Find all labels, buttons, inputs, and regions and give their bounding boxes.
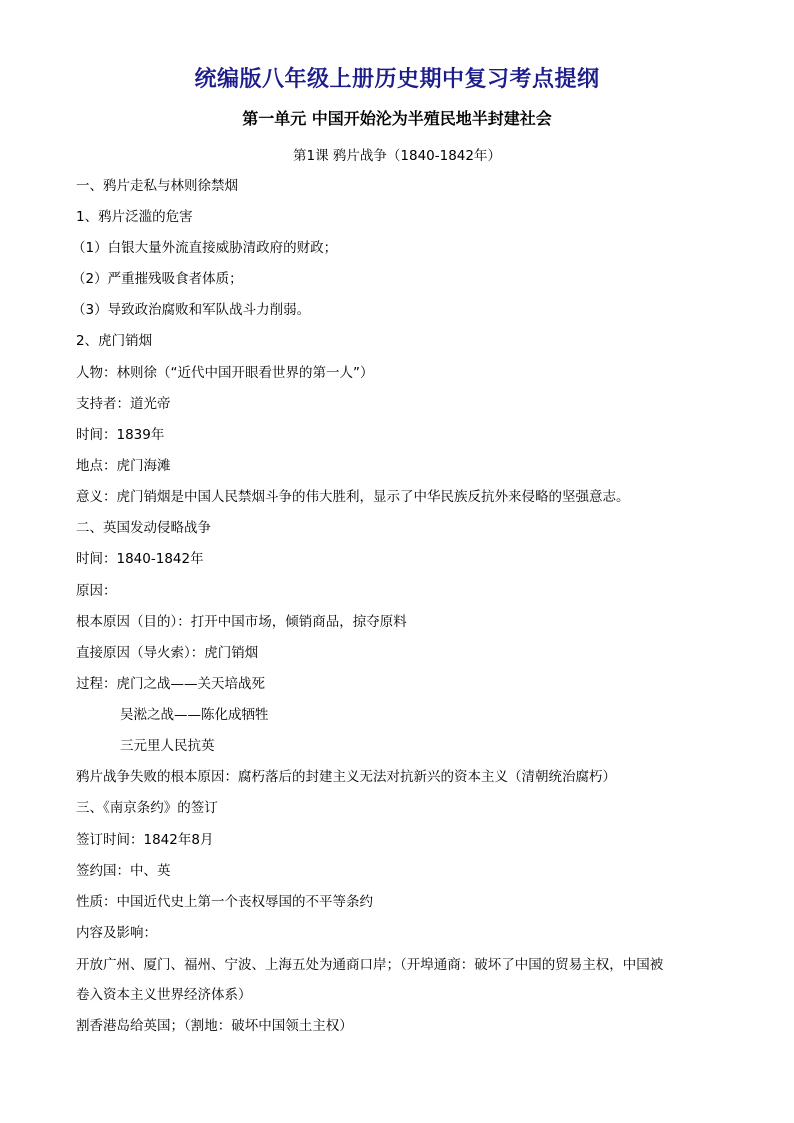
list-item: （3）导致政治腐败和军队战斗力削弱。 xyxy=(72,302,311,318)
paragraph-line: 签约国：中、英 xyxy=(76,863,171,879)
paragraph-line: 过程：虎门之战——关天培战死 xyxy=(76,676,265,692)
paragraph-line: 意义：虎门销烟是中国人民禁烟斗争的伟大胜利，显示了中华民族反抗外来侵略的坚强意志。 xyxy=(76,489,630,505)
unit-heading: 第一单元 中国开始沦为半殖民地半封建社会 xyxy=(242,109,552,128)
paragraph-line: 根本原因（目的）：打开中国市场，倾销商品，掠夺原料 xyxy=(76,614,407,630)
section-heading: 一、鸦片走私与林则徐禁烟 xyxy=(76,178,238,194)
subsection-heading: 2、虎门销烟 xyxy=(76,333,153,349)
paragraph-line: 三元里人民抗英 xyxy=(120,738,215,754)
document-title: 统编版八年级上册历史期中复习考点提纲 xyxy=(194,67,600,92)
paragraph-line: 时间：1840-1842年 xyxy=(76,551,204,567)
list-item: （1）白银大量外流直接威胁清政府的财政； xyxy=(72,240,338,256)
subsection-heading: 1、鸦片泛滥的危害 xyxy=(76,209,193,225)
paragraph-line: 吴淞之战——陈化成牺牲 xyxy=(120,707,269,723)
paragraph-line: 直接原因（导火索）：虎门销烟 xyxy=(76,645,259,661)
section-heading: 三、《南京条约》的签订 xyxy=(76,800,218,816)
section-heading: 二、英国发动侵略战争 xyxy=(76,520,211,536)
list-item: （2）严重摧残吸食者体质； xyxy=(72,271,243,287)
paragraph-line: 卷入资本主义世界经济体系） xyxy=(76,987,252,1003)
paragraph-line: 签订时间：1842年8月 xyxy=(76,832,214,848)
paragraph-line: 割香港岛给英国；（割地：破坏中国领土主权） xyxy=(76,1018,353,1034)
paragraph-line: 开放广州、厦门、福州、宁波、上海五处为通商口岸；（开埠通商：破坏了中国的贸易主权，中国被 xyxy=(76,957,664,973)
paragraph-line: 时间：1839年 xyxy=(76,427,165,443)
paragraph-line: 性质：中国近代史上第一个丧权辱国的不平等条约 xyxy=(76,894,373,910)
paragraph-line: 原因： xyxy=(76,583,117,599)
paragraph-line: 鸦片战争失败的根本原因：腐朽落后的封建主义无法对抗新兴的资本主义（清朝统治腐朽） xyxy=(76,769,616,785)
paragraph-line: 支持者：道光帝 xyxy=(76,396,171,412)
paragraph-line: 人物：林则徐（“近代中国开眼看世界的第一人”） xyxy=(76,365,374,381)
paragraph-line: 地点：虎门海滩 xyxy=(76,458,171,474)
lesson-heading: 第1课 鸦片战争（1840-1842年） xyxy=(293,148,501,164)
paragraph-line: 内容及影响： xyxy=(76,925,157,941)
